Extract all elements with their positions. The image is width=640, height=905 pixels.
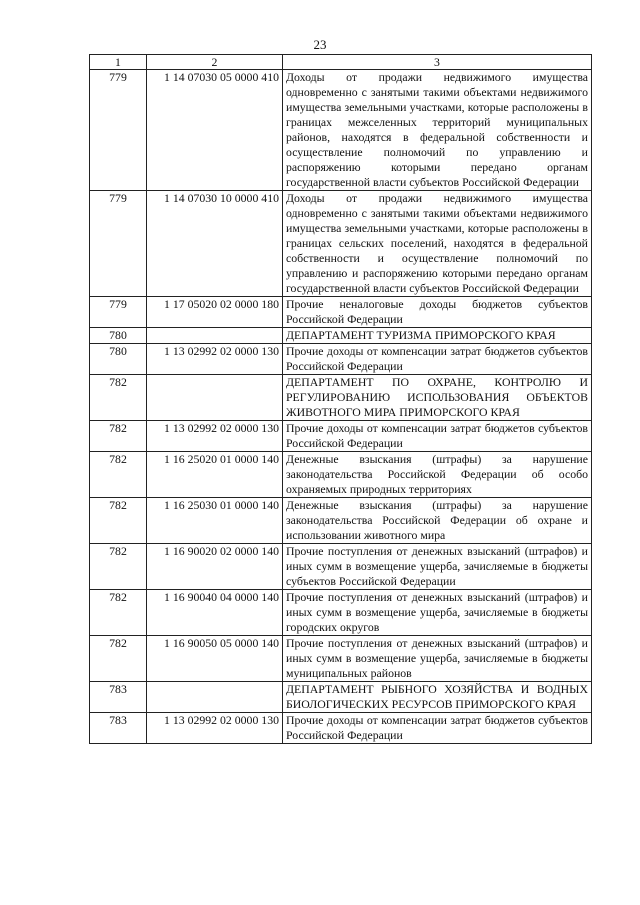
- revenue-code-cell: 1 13 02992 02 0000 130: [147, 713, 283, 744]
- table-row-department: [90, 328, 592, 344]
- admin-code-cell: 782: [90, 544, 147, 590]
- table-row: [90, 344, 592, 375]
- table-row: [90, 70, 592, 191]
- revenue-code-cell: [147, 375, 283, 421]
- admin-code-cell: 782: [90, 590, 147, 636]
- revenue-codes-table: [89, 54, 592, 744]
- admin-code-cell: 779: [90, 191, 147, 297]
- revenue-code-cell: 1 16 25020 01 0000 140: [147, 452, 283, 498]
- admin-code-cell: 780: [90, 344, 147, 375]
- header-col-2: 2: [147, 55, 283, 70]
- revenue-name-cell: Прочие доходы от компенсации затрат бюджетов субъектов Российской Федерации: [283, 421, 592, 452]
- revenue-name-cell: Доходы от продажи недвижимого имущества одновременно с занятыми такими объектами недвижимого имущества земельными участками, которые расположены в границах сельских поселений, находятся в федеральной собственности и осуществление полномочий по управлению и распоряжению которыми передано органам государственной власти субъектов Российской Федерации: [283, 191, 592, 297]
- header-col-3: 3: [283, 55, 592, 70]
- table-row: [90, 713, 592, 744]
- revenue-code-cell: 1 13 02992 02 0000 130: [147, 421, 283, 452]
- revenue-code-cell: 1 14 07030 05 0000 410: [147, 70, 283, 191]
- revenue-code-cell: 1 13 02992 02 0000 130: [147, 344, 283, 375]
- page-number: 23: [313, 37, 327, 52]
- revenue-code-cell: 1 16 25030 01 0000 140: [147, 498, 283, 544]
- admin-code-cell: 782: [90, 498, 147, 544]
- revenue-name-cell: Денежные взыскания (штрафы) за нарушение законодательства Российской Федерации об особо охраняемых природных территориях: [283, 452, 592, 498]
- revenue-name-cell: Прочие поступления от денежных взысканий (штрафов) и иных сумм в возмещение ущерба, зачисляемые в бюджеты городских округов: [283, 590, 592, 636]
- revenue-code-cell: [147, 328, 283, 344]
- table-row: [90, 297, 592, 328]
- table-row: [90, 544, 592, 590]
- admin-code-cell: 782: [90, 452, 147, 498]
- table-row: [90, 421, 592, 452]
- header-col-1: 1: [90, 55, 147, 70]
- admin-code-cell: 782: [90, 421, 147, 452]
- table-row: [90, 452, 592, 498]
- table-row: [90, 636, 592, 682]
- revenue-code-cell: 1 14 07030 10 0000 410: [147, 191, 283, 297]
- revenue-name-cell: Прочие неналоговые доходы бюджетов субъектов Российской Федерации: [283, 297, 592, 328]
- revenue-name-cell: Прочие доходы от компенсации затрат бюджетов субъектов Российской Федерации: [283, 344, 592, 375]
- revenue-code-cell: 1 16 90050 05 0000 140: [147, 636, 283, 682]
- revenue-name-cell: Прочие поступления от денежных взысканий (штрафов) и иных сумм в возмещение ущерба, зачисляемые в бюджеты муниципальных районов: [283, 636, 592, 682]
- revenue-name-cell: Прочие поступления от денежных взысканий (штрафов) и иных сумм в возмещение ущерба, зачисляемые в бюджеты субъектов Российской Федерации: [283, 544, 592, 590]
- admin-code-cell: 783: [90, 713, 147, 744]
- table-row: [90, 590, 592, 636]
- admin-code-cell: 783: [90, 682, 147, 713]
- table-row-department: [90, 682, 592, 713]
- table-row: [90, 498, 592, 544]
- revenue-name-cell: Прочие доходы от компенсации затрат бюджетов субъектов Российской Федерации: [283, 713, 592, 744]
- department-name-cell: ДЕПАРТАМЕНТ ПО ОХРАНЕ, КОНТРОЛЮ И РЕГУЛИРОВАНИЮ ИСПОЛЬЗОВАНИЯ ОБЪЕКТОВ ЖИВОТНОГО МИРА ПРИМОРСКОГО КРАЯ: [283, 375, 592, 421]
- revenue-name-cell: Денежные взыскания (штрафы) за нарушение законодательства Российской Федерации об охране и использовании животного мира: [283, 498, 592, 544]
- department-name-cell: ДЕПАРТАМЕНТ ТУРИЗМА ПРИМОРСКОГО КРАЯ: [283, 328, 592, 344]
- admin-code-cell: 780: [90, 328, 147, 344]
- admin-code-cell: 779: [90, 297, 147, 328]
- admin-code-cell: 782: [90, 636, 147, 682]
- admin-code-cell: 779: [90, 70, 147, 191]
- table-header-row: [90, 55, 592, 70]
- revenue-code-cell: 1 16 90040 04 0000 140: [147, 590, 283, 636]
- revenue-name-cell: Доходы от продажи недвижимого имущества одновременно с занятыми такими объектами недвижимого имущества земельными участками, которые расположены в границах межселенных территорий муниципальных районов, находятся в федеральной собственности и осуществление полномочий по управлению и распоряжению которыми передано органам государственной власти субъектов Российской Федерации: [283, 70, 592, 191]
- admin-code-cell: 782: [90, 375, 147, 421]
- table-row: [90, 191, 592, 297]
- revenue-code-cell: [147, 682, 283, 713]
- table-row-department: [90, 375, 592, 421]
- revenue-code-cell: 1 17 05020 02 0000 180: [147, 297, 283, 328]
- department-name-cell: ДЕПАРТАМЕНТ РЫБНОГО ХОЗЯЙСТВА И ВОДНЫХ БИОЛОГИЧЕСКИХ РЕСУРСОВ ПРИМОРСКОГО КРАЯ: [283, 682, 592, 713]
- table-body: [90, 70, 592, 744]
- revenue-code-cell: 1 16 90020 02 0000 140: [147, 544, 283, 590]
